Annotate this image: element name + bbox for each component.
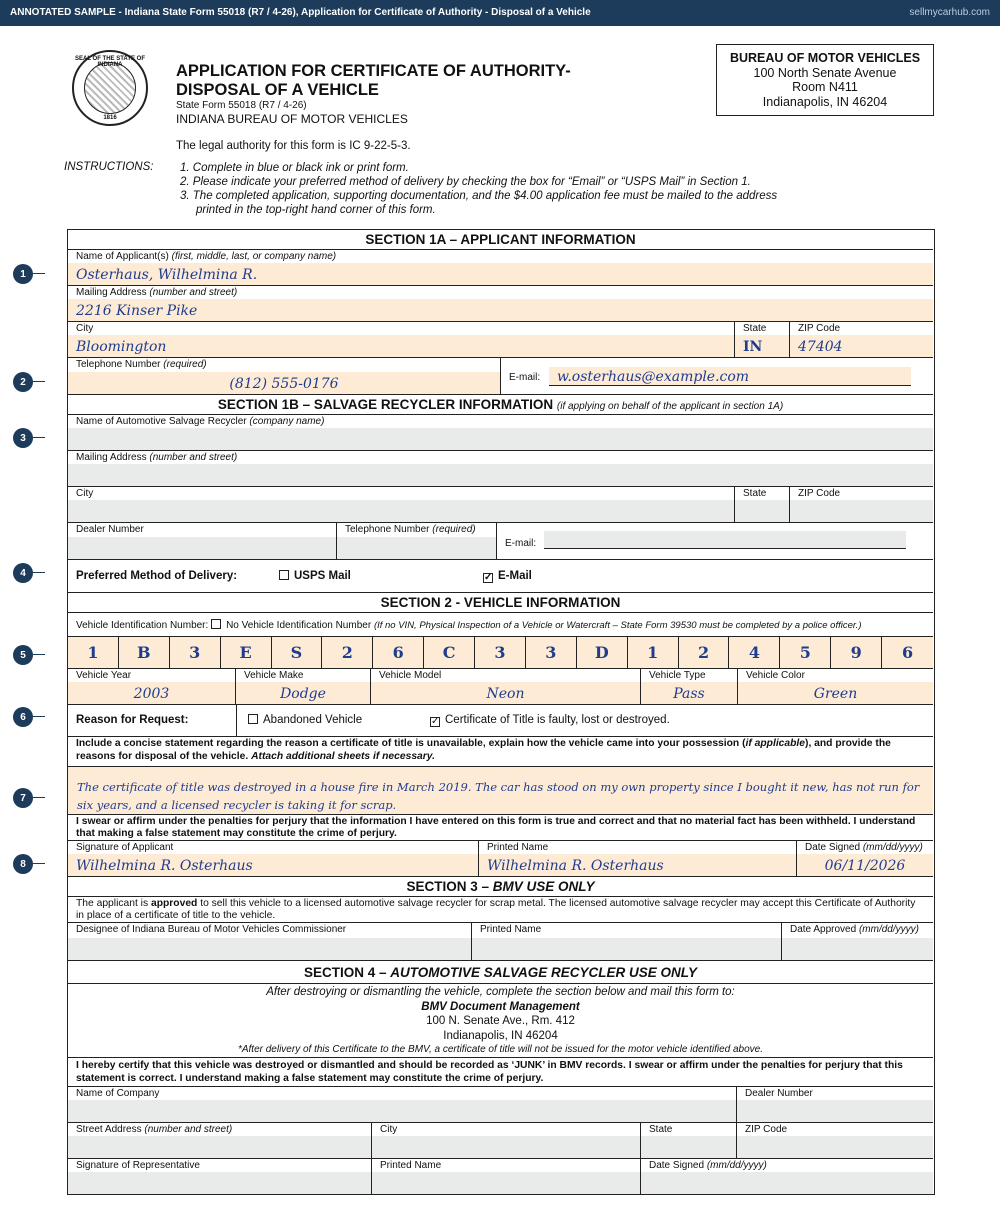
banner-site: sellmycarhub.com xyxy=(909,7,990,18)
email-option-label: E-Mail xyxy=(498,570,532,582)
bmv-city-line: Indianapolis, IN 46204 xyxy=(443,1029,558,1042)
annotation-badge: 3 xyxy=(13,428,33,448)
vehicle-model-value: Neon xyxy=(486,686,525,702)
vehicle-year-field[interactable] xyxy=(68,682,235,704)
form-title xyxy=(176,62,606,100)
vehicle-type-field[interactable] xyxy=(641,682,737,704)
annotation-badge: 8 xyxy=(13,854,33,874)
applicant-name-label: Name of Applicant(s) (first, middle, last, or company name) xyxy=(76,251,337,262)
title-line-2: DISPOSAL OF A VEHICLE xyxy=(176,81,379,99)
applicant-address-value: 2216 Kinser Pike xyxy=(76,303,198,319)
s4-zip-cell xyxy=(737,1123,933,1158)
reason-label: Reason for Request: xyxy=(76,714,189,726)
vin-character-box[interactable]: 3 xyxy=(170,637,221,668)
vin-character-box[interactable]: S xyxy=(272,637,323,668)
recycler-address-label: Mailing Address (number and street) xyxy=(76,452,238,463)
bmv-address-line: 100 N. Senate Ave., Rm. 412 xyxy=(426,1015,575,1027)
annotation-badge: 7 xyxy=(13,788,33,808)
vehicle-year-value: 2003 xyxy=(133,686,170,702)
annotation-badge: 4 xyxy=(13,563,33,583)
applicant-zip-cell xyxy=(790,322,933,357)
date-signed-field[interactable] xyxy=(797,854,933,876)
street-cell xyxy=(68,1123,372,1158)
section-1b-title: SECTION 1B – SALVAGE RECYCLER INFORMATION (if applying on behalf of the applicant in section 1A) xyxy=(68,395,933,415)
statement-instructions: Include a concise statement regarding the reason a certificate of title is unavailable, explain how the vehicle came into your possession (if applicable), and provide the reasons for disposal of the vehicle. Attach additional sheets if necessary. xyxy=(68,737,933,767)
title-note: *After delivery of this Certificate to the BMV, a certificate of title will not be issued for the motor vehicle identified above. xyxy=(237,1044,764,1055)
vehicle-make-field[interactable] xyxy=(236,682,370,704)
applicant-name-value: Osterhaus, Wilhelmina R. xyxy=(76,267,258,283)
zip-label: ZIP Code xyxy=(745,1124,788,1135)
recycler-dealer-cell xyxy=(68,523,337,559)
vehicle-type-cell xyxy=(641,669,738,704)
s4-state-field[interactable] xyxy=(641,1136,736,1158)
faulty-title-option[interactable] xyxy=(430,714,670,727)
no-vin-checkbox[interactable] xyxy=(211,619,221,629)
state-label: State xyxy=(649,1124,673,1135)
address-line-4: Indianapolis, IN 46204 xyxy=(762,94,888,109)
application-form xyxy=(67,229,935,1195)
seal-text: SEAL OF THE STATE OF INDIANA xyxy=(74,56,145,68)
applicant-phone-value: (812) 555-0176 xyxy=(229,376,339,392)
recycler-mailing-instructions xyxy=(68,984,933,1058)
annotation-badge: 5 xyxy=(13,645,33,665)
date-signed-cell xyxy=(797,841,933,876)
annotation-badge: 1 xyxy=(13,264,33,284)
representative-cell xyxy=(68,1159,372,1194)
seal-year: 1816 xyxy=(103,115,117,121)
recycler-city-row xyxy=(68,487,933,523)
junk-certification: I hereby certify that this vehicle was destroyed or dismantled and should be recorded as ‘JUNK’ in BMV records. I swear or affirm under the penalties for perjury that this statement is correct. I understand making a false statement may constitute the crime of perjury. xyxy=(68,1058,933,1087)
applicant-state-cell xyxy=(735,322,790,357)
applicant-name-row xyxy=(68,250,933,286)
recycler-company-row xyxy=(68,1087,933,1123)
usps-checkbox[interactable] xyxy=(279,570,289,580)
printed-name-label: Printed Name xyxy=(380,1160,442,1171)
vin-character-box[interactable]: 1 xyxy=(68,637,119,668)
applicant-signature-row xyxy=(68,841,933,877)
bmv-approval-text: The applicant is approved to sell this vehicle to a licensed automotive salvage recycler for scrap metal. The licensed automotive salvage recycler may accept this Certificate of Authority in place of a certificate of title to the vehicle. xyxy=(68,897,933,923)
statement-field[interactable] xyxy=(68,767,933,815)
vin-character-box[interactable]: 2 xyxy=(322,637,373,668)
applicant-email-cell xyxy=(501,358,933,394)
applicant-zip-field[interactable] xyxy=(790,335,933,357)
s4-printed-name-cell xyxy=(372,1159,641,1194)
phone-label: Telephone Number (required) xyxy=(345,524,476,535)
vin-character-box[interactable]: D xyxy=(577,637,628,668)
email-label: E-mail: xyxy=(509,372,541,383)
bmv-printed-name-field[interactable] xyxy=(472,938,781,960)
vehicle-details-row xyxy=(68,669,933,705)
city-label: City xyxy=(76,323,94,334)
applicant-city-value: Bloomington xyxy=(76,339,167,355)
printed-name-label: Printed Name xyxy=(487,842,549,853)
vin-label: Vehicle Identification Number: xyxy=(76,620,209,631)
applicant-signature-value: Wilhelmina R. Osterhaus xyxy=(76,858,253,874)
phone-label: Telephone Number (required) xyxy=(76,359,207,370)
section-1a-title: SECTION 1A – APPLICANT INFORMATION xyxy=(68,230,933,250)
vin-character-box[interactable]: 6 xyxy=(373,637,424,668)
street-label: Street Address (number and street) xyxy=(76,1124,233,1135)
vin-character-box[interactable]: B xyxy=(119,637,170,668)
delivery-label: Preferred Method of Delivery: xyxy=(76,570,238,582)
vin-character-box[interactable]: E xyxy=(221,637,272,668)
abandoned-checkbox[interactable] xyxy=(248,714,258,724)
representative-signature-field[interactable] xyxy=(68,1172,371,1194)
bmv-printed-name-cell xyxy=(472,923,782,960)
vehicle-color-value: Green xyxy=(813,686,858,702)
vin-character-box[interactable]: 1 xyxy=(628,637,679,668)
vehicle-model-label: Vehicle Model xyxy=(379,670,442,681)
applicant-state-field[interactable] xyxy=(735,335,789,357)
recycler-phone-cell xyxy=(337,523,497,559)
s4-dealer-cell xyxy=(737,1087,933,1122)
s4-date-cell xyxy=(641,1159,933,1194)
applicant-signature-field[interactable] xyxy=(68,854,478,876)
applicant-name-field[interactable] xyxy=(68,263,933,285)
company-cell xyxy=(68,1087,737,1122)
abandoned-option[interactable] xyxy=(248,714,362,726)
recycler-name-field[interactable] xyxy=(68,428,933,450)
applicant-state-value: IN xyxy=(743,339,763,355)
vin-boxes-row xyxy=(68,637,933,669)
recycler-name-row xyxy=(68,415,933,451)
delivery-row xyxy=(68,560,933,593)
applicant-phone-field[interactable] xyxy=(68,372,500,394)
recycler-dealer-row xyxy=(68,523,933,560)
applicant-address-label: Mailing Address (number and street) xyxy=(76,287,238,298)
s4-dealer-field[interactable] xyxy=(737,1100,933,1122)
vehicle-make-cell xyxy=(236,669,371,704)
vehicle-type-label: Vehicle Type xyxy=(649,670,706,681)
date-approved-field[interactable] xyxy=(782,938,933,960)
s4-city-field[interactable] xyxy=(372,1136,640,1158)
address-line-2: 100 North Senate Avenue xyxy=(753,65,897,80)
date-approved-label: Date Approved (mm/dd/yyyy) xyxy=(790,924,919,935)
vin-label-row xyxy=(68,613,933,637)
instruction-item: 2. Please indicate your preferred method of delivery by checking the box for “Email” or “USPS Mail” in Section 1. xyxy=(180,176,751,188)
seal-emblem xyxy=(84,62,136,114)
vehicle-model-cell xyxy=(371,669,641,704)
legal-authority: The legal authority for this form is IC 9-22-5-3. xyxy=(176,140,411,152)
applicant-phone-row xyxy=(68,358,933,395)
zip-label: ZIP Code xyxy=(798,488,841,499)
email-checkbox-checked[interactable]: ✓ xyxy=(484,572,493,583)
s4-zip-field[interactable] xyxy=(737,1136,933,1158)
recycler-state-cell xyxy=(735,487,790,522)
vehicle-model-field[interactable] xyxy=(371,682,640,704)
vin-character-box[interactable]: C xyxy=(424,637,475,668)
zip-label: ZIP Code xyxy=(798,323,841,334)
street-field[interactable] xyxy=(68,1136,371,1158)
address-line-3: Room N411 xyxy=(792,80,858,94)
date-approved-cell xyxy=(782,923,933,960)
section-4-title: SECTION 4 – AUTOMOTIVE SALVAGE RECYCLER USE ONLY xyxy=(68,961,933,984)
abandoned-label: Abandoned Vehicle xyxy=(263,714,363,726)
instructions-list xyxy=(180,161,796,217)
designee-label: Designee of Indiana Bureau of Motor Vehicles Commissioner xyxy=(76,924,347,935)
title-line-1: APPLICATION FOR CERTIFICATE OF AUTHORITY- xyxy=(176,62,571,80)
vin-label-line xyxy=(76,619,861,631)
designee-cell xyxy=(68,923,472,960)
s4-printed-name-field[interactable] xyxy=(372,1172,640,1194)
reason-row xyxy=(68,705,933,737)
vehicle-year-cell xyxy=(68,669,236,704)
no-vin-label: No Vehicle Identification Number xyxy=(226,620,372,631)
city-label: City xyxy=(380,1124,398,1135)
vin-character-box[interactable]: 3 xyxy=(526,637,577,668)
section-3-title: SECTION 3 – BMV USE ONLY xyxy=(68,877,933,897)
recycler-signature-row xyxy=(68,1159,933,1194)
reason-label-cell xyxy=(68,705,237,736)
banner-title: ANNOTATED SAMPLE - Indiana State Form 55018 (R7 / 4-26), Application for Certificate of Authority - Disposal of a Vehicle xyxy=(10,7,591,18)
agency-name: INDIANA BUREAU OF MOTOR VEHICLES xyxy=(176,112,408,126)
signature-label: Signature of Applicant xyxy=(76,842,174,853)
mailing-address-box xyxy=(716,44,934,116)
vehicle-color-field[interactable] xyxy=(738,682,933,704)
applicant-address-row xyxy=(68,286,933,322)
company-field[interactable] xyxy=(68,1100,736,1122)
no-vin-hint: (If no VIN, Physical Inspection of a Vehicle or Watercraft – State Form 39530 must be completed by a police officer.) xyxy=(373,620,862,631)
vin-character-box[interactable]: 2 xyxy=(679,637,730,668)
recycler-email-cell xyxy=(497,523,933,559)
s4-state-cell xyxy=(641,1123,737,1158)
annotation-badge: 2 xyxy=(13,372,33,392)
printed-name-field[interactable] xyxy=(479,854,796,876)
recycler-address-field[interactable] xyxy=(68,464,933,486)
instructions-label: INSTRUCTIONS: xyxy=(64,161,154,173)
usps-mail-option[interactable] xyxy=(279,570,351,582)
vehicle-type-value: Pass xyxy=(673,686,705,702)
s4-city-cell xyxy=(372,1123,641,1158)
state-label: State xyxy=(743,488,767,499)
recycler-zip-cell xyxy=(790,487,933,522)
bmv-document-management: BMV Document Management xyxy=(421,1000,580,1013)
s4-date-field[interactable] xyxy=(641,1172,933,1194)
section-2-title: SECTION 2 - VEHICLE INFORMATION xyxy=(68,593,933,613)
recycler-name-label: Name of Automotive Salvage Recycler (company name) xyxy=(76,416,325,427)
date-signed-value: 06/11/2026 xyxy=(824,858,906,874)
email-option[interactable] xyxy=(483,570,532,583)
faulty-title-checkbox-checked[interactable]: ✓ xyxy=(431,716,440,727)
printed-name-value: Wilhelmina R. Osterhaus xyxy=(487,858,664,874)
date-signed-label: Date Signed (mm/dd/yyyy) xyxy=(805,842,923,853)
applicant-phone-cell xyxy=(68,358,501,394)
instruction-item: 3. The completed application, supporting documentation, and the $4.00 application fee must be mailed to the address printed in the top-right hand corner of this form. xyxy=(180,190,778,216)
printed-name-cell xyxy=(479,841,797,876)
vehicle-make-label: Vehicle Make xyxy=(244,670,304,681)
vin-character-box[interactable]: 5 xyxy=(780,637,831,668)
recycler-street-row xyxy=(68,1123,933,1159)
annotation-badge: 6 xyxy=(13,707,33,727)
recycler-phone-field[interactable] xyxy=(337,537,496,559)
city-label: City xyxy=(76,488,94,499)
vin-character-box[interactable]: 9 xyxy=(831,637,882,668)
state-label: State xyxy=(743,323,767,334)
vehicle-color-label: Vehicle Color xyxy=(746,670,805,681)
dealer-label: Dealer Number xyxy=(745,1088,813,1099)
vin-character-box[interactable]: 6 xyxy=(901,643,914,662)
signature-cell xyxy=(68,841,479,876)
recycler-state-field[interactable] xyxy=(735,500,789,522)
recycler-zip-field[interactable] xyxy=(790,500,933,522)
instruction-item: 1. Complete in blue or black ink or print form. xyxy=(180,162,409,174)
perjury-statement: I swear or affirm under the penalties for perjury that the information I have entered on this form is true and correct and that no material fact has been withheld. I understand that making a false statement may constitute the crime of perjury. xyxy=(68,815,933,841)
vehicle-color-cell xyxy=(738,669,933,704)
applicant-city-field[interactable] xyxy=(68,335,734,357)
address-line-1: BUREAU OF MOTOR VEHICLES xyxy=(729,51,921,65)
bmv-approval-row xyxy=(68,923,933,961)
statement-value: The certificate of title was destroyed in a house fire in March 2019. The car has stood on my own property since I bought it new, has not run for six years, and a licensed recycler is taking it for scrap. xyxy=(77,780,920,812)
applicant-zip-value: 47404 xyxy=(798,339,843,355)
vin-character-box[interactable]: 4 xyxy=(729,637,780,668)
applicant-address-field[interactable] xyxy=(68,299,933,321)
vehicle-year-label: Vehicle Year xyxy=(76,670,132,681)
recycler-city-cell xyxy=(68,487,735,522)
recycler-dealer-field[interactable] xyxy=(68,537,336,559)
vehicle-make-value: Dodge xyxy=(280,686,326,702)
annotation-banner xyxy=(0,0,1000,26)
applicant-city-cell xyxy=(68,322,735,357)
applicant-email-value: w.osterhaus@example.com xyxy=(557,369,750,385)
usps-label: USPS Mail xyxy=(294,570,351,582)
applicant-email-field[interactable] xyxy=(549,367,911,386)
faulty-title-label: Certificate of Title is faulty, lost or destroyed. xyxy=(445,714,670,726)
recycler-city-field[interactable] xyxy=(68,500,734,522)
printed-name-label: Printed Name xyxy=(480,924,542,935)
recycler-address-row xyxy=(68,451,933,487)
recycler-email-field[interactable] xyxy=(544,531,906,549)
representative-label: Signature of Representative xyxy=(76,1160,200,1171)
vin-character-box[interactable]: 3 xyxy=(475,637,526,668)
indiana-seal-icon xyxy=(72,50,148,126)
designee-field[interactable] xyxy=(68,938,471,960)
company-label: Name of Company xyxy=(76,1088,160,1099)
applicant-city-row xyxy=(68,322,933,358)
section-4-instruction: After destroying or dismantling the vehicle, complete the section below and mail this form to: xyxy=(266,986,735,998)
dealer-label: Dealer Number xyxy=(76,524,144,535)
state-form-number: State Form 55018 (R7 / 4-26) xyxy=(176,100,307,111)
email-label: E-mail: xyxy=(505,538,537,549)
date-signed-label: Date Signed (mm/dd/yyyy) xyxy=(649,1160,767,1171)
